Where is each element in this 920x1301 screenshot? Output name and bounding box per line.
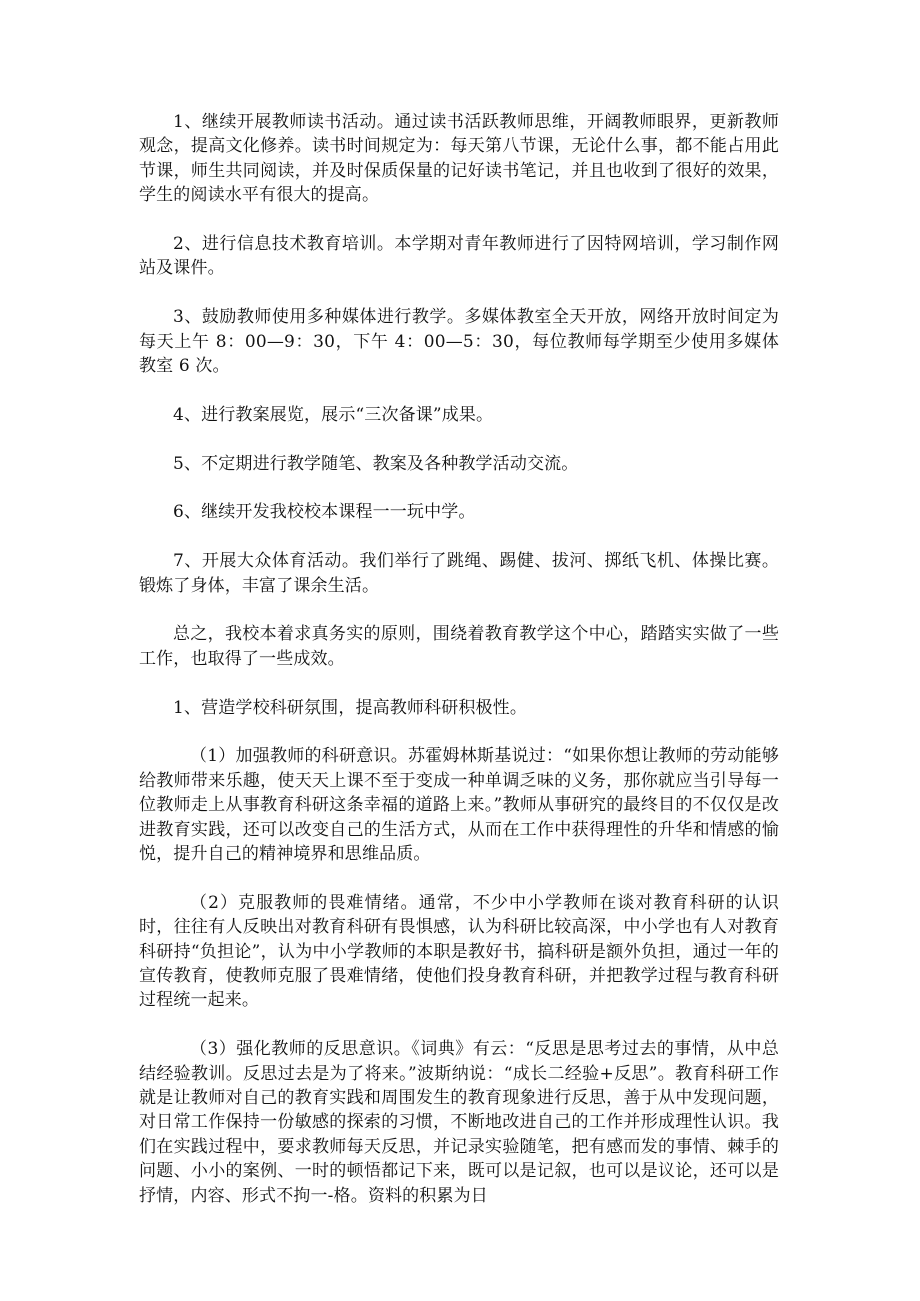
paragraph-multimedia-teaching: 3、鼓励教师使用多种媒体进行教学。多媒体教室全天开放，网络开放时间定为每天上午 8：00—9：30，下午 4：00—5：30，每位教师每学期至少使用多媒体教室 6 次。 <box>139 307 779 377</box>
paragraph-summary: 总之，我校本着求真务实的原则，围绕着教育教学这个中心，踏踏实实做了一些工作，也取得了一些成效。 <box>139 624 779 669</box>
paragraph-lesson-plan-exhibition: 4、进行教案展览，展示“三次备课”成果。 <box>173 404 494 425</box>
paragraph-overcome-fear: （2）克服教师的畏难情绪。通常，不少中小学教师在谈对教育科研的认识时，往往有人反映出对教育科研有畏惧感，认为科研比较高深，中小学也有人对教育科研持“负担论”，认为中小学教师的本职是教好书，搞科研是额外负担，通过一年的宣传教育，使教师克服了畏难情绪，使他们投身教育科研，并把教学过程与教育科研过程统一起来。 <box>139 892 779 1011</box>
paragraph-research-awareness: （1）加强教师的科研意识。苏霍姆林斯基说过：“如果你想让教师的劳动能够给教师带来乐趣，使天天上课不至于变成一种单调乏味的义务，那你就应当引导每一位教师走上从事教育科研这条幸福的道路上来。”教师从事研究的最终目的不仅仅是改进教育实践，还可以改变自己的生活方式，从而在工作中获得理性的升华和情感的愉悦，提升自己的精神境界和思维品质。 <box>139 746 779 865</box>
paragraph-it-training: 2、进行信息技术教育培训。本学期对青年教师进行了因特网培训，学习制作网站及课件。 <box>139 234 779 279</box>
paragraph-school-curriculum: 6、继续开发我校校本课程一一玩中学。 <box>173 502 476 523</box>
paragraph-reading-activity: 1、继续开展教师读书活动。通过读书活跃教师思维，开阔教师眼界，更新教师观念，提高文化修养。读书时间规定为：每天第八节课，无论什么事，都不能占用此节课，师生共同阅读，并及时保质保量的记好读书笔记，并且也收到了很好的效果，学生的阅读水平有很大的提高。 <box>139 112 779 206</box>
paragraph-teaching-exchange: 5、不定期进行教学随笔、教案及各种教学活动交流。 <box>173 453 579 474</box>
paragraph-research-atmosphere: 1、营造学校科研氛围，提高教师科研积极性。 <box>173 697 527 718</box>
paragraph-sports-activity: 7、开展大众体育活动。我们举行了跳绳、踢健、拔河、掷纸飞机、体操比赛。锻炼了身体，丰富了课余生活。 <box>139 551 779 596</box>
paragraph-reflection-awareness: （3）强化教师的反思意识。《词典》有云：“反思是思考过去的事情，从中总结经验教训。反思过去是为了将来。”波斯纳说：“成长二经验+反思”。教育科研工作就是让教师对自己的教育实践和周围发生的教育现象进行反思，善于从中发现问题，对日常工作保持一份敏感的探索的习惯，不断地改进自己的工作并形成理性认识。我们在实践过程中，要求教师每天反思，并记录实验随笔，把有感而发的事情、棘手的问题、小小的案例、一时的顿悟都记下来，既可以是记叙，也可以是议论，还可以是抒情，内容、形式不拘一-格。资料的积累为日 <box>139 1039 779 1206</box>
document-body <box>139 110 779 1208</box>
